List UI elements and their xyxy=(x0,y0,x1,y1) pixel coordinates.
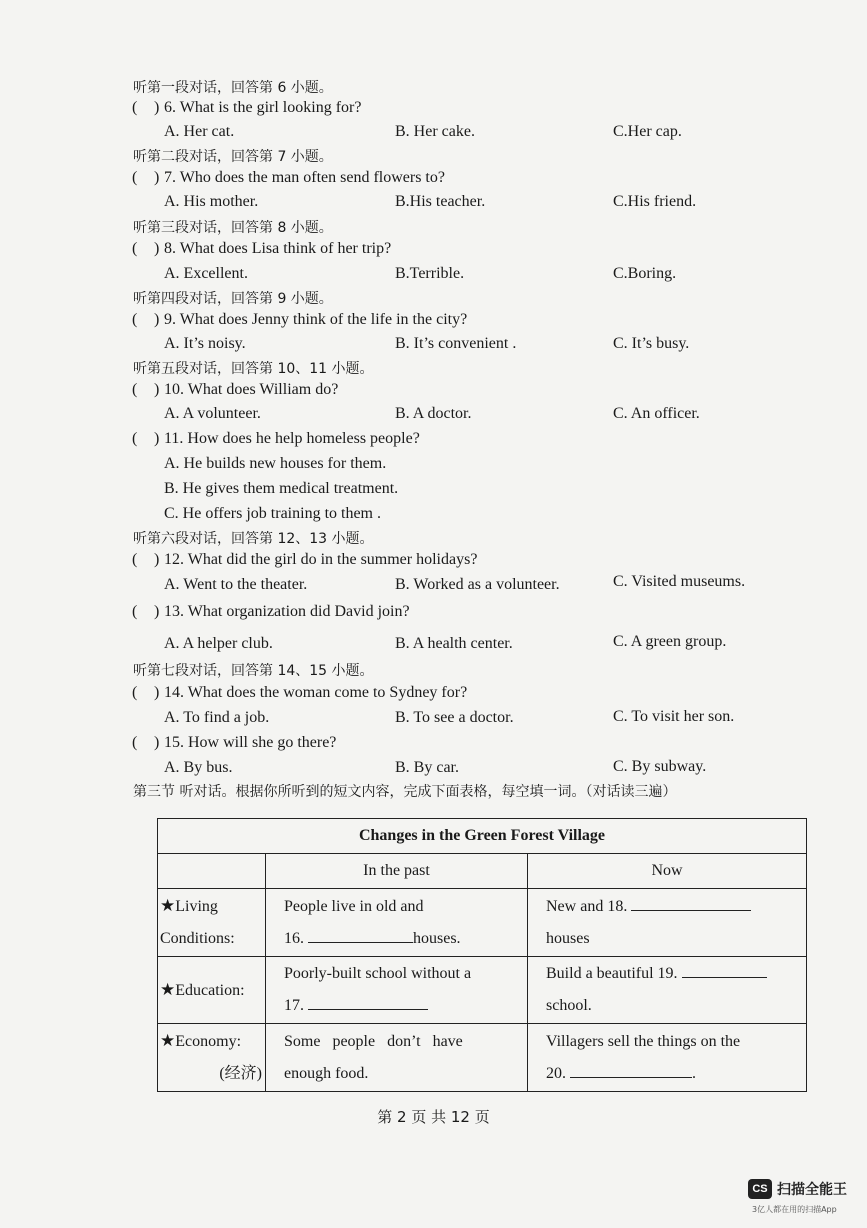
camscanner-logo-icon: CS xyxy=(748,1179,772,1199)
option-a: A. Went to the theater. xyxy=(164,576,308,593)
option-b: B. It’s convenient . xyxy=(395,335,517,352)
blank-20[interactable] xyxy=(570,1063,692,1078)
option-c: C. A green group. xyxy=(613,633,727,650)
row-label-living xyxy=(158,889,266,957)
header-now: Now xyxy=(528,854,807,889)
cell-text-2: houses xyxy=(546,929,590,947)
option-a: A. A helper club. xyxy=(164,635,273,652)
blank-number: 17. xyxy=(284,997,304,1014)
answer-paren-open: ( xyxy=(132,311,138,328)
section-instruction: 听第六段对话，回答第 12、13 小题。 xyxy=(133,531,374,547)
star-icon: ★ xyxy=(160,979,176,999)
option-c: C. To visit her son. xyxy=(613,708,735,725)
question-10 xyxy=(132,381,339,399)
question-text: 6. What is the girl looking for? xyxy=(164,99,362,116)
option-b: B. A health center. xyxy=(395,635,513,652)
row-label-economy xyxy=(158,1024,266,1092)
cell-text: Poorly-built school without a xyxy=(284,965,472,982)
option-b: B. A doctor. xyxy=(395,405,472,422)
question-text: 9. What does Jenny think of the life in the city? xyxy=(164,311,468,328)
answer-paren-open: ( xyxy=(132,169,138,186)
option-a: A. A volunteer. xyxy=(164,405,261,422)
option-c: C.His friend. xyxy=(613,193,697,210)
question-9 xyxy=(132,311,468,329)
question-6 xyxy=(132,99,362,117)
header-past: In the past xyxy=(266,854,528,889)
cell-text-2: school. xyxy=(546,997,592,1014)
header-empty xyxy=(158,854,266,889)
row-label-text: Living xyxy=(175,898,218,915)
changes-table xyxy=(157,818,807,1092)
option-b: B. To see a doctor. xyxy=(395,709,514,726)
question-14 xyxy=(132,684,468,702)
answer-paren-open: ( xyxy=(132,684,138,701)
table-row xyxy=(158,957,807,1024)
section-instruction: 听第二段对话，回答第 7 小题。 xyxy=(133,149,333,165)
option-a: A. His mother. xyxy=(164,193,259,210)
question-text: 8. What does Lisa think of her trip? xyxy=(164,240,392,257)
watermark-name: 扫描全能王 xyxy=(777,1182,847,1198)
option-a: A. To find a job. xyxy=(164,709,270,726)
option-b: B.Terrible. xyxy=(395,265,465,282)
answer-paren-open: ( xyxy=(132,734,138,751)
option-b: B. Her cake. xyxy=(395,123,475,140)
cell-text: People live in old and xyxy=(284,897,424,915)
cell-now xyxy=(528,889,807,957)
blank-16[interactable] xyxy=(308,928,413,943)
cell-past xyxy=(266,889,528,957)
section-instruction: 听第七段对话，回答第 14、15 小题。 xyxy=(133,663,374,679)
option-c: C.Her cap. xyxy=(613,123,682,140)
section-instruction: 听第一段对话，回答第 6 小题。 xyxy=(133,80,333,96)
question-13 xyxy=(132,603,410,621)
answer-paren-close: ) xyxy=(154,311,160,328)
part3-instruction: 第三节 听对话。根据你所听到的短文内容，完成下面表格，每空填一词。（对话读三遍） xyxy=(133,784,677,800)
option-b: B. By car. xyxy=(395,759,459,776)
answer-paren-close: ) xyxy=(154,381,160,398)
section-instruction: 听第五段对话，回答第 10、11 小题。 xyxy=(133,361,374,377)
blank-17[interactable] xyxy=(308,995,428,1010)
row-label-text: Education: xyxy=(175,981,245,999)
blank-number: 20. xyxy=(546,1064,566,1082)
star-icon: ★ xyxy=(160,896,176,915)
answer-paren-close: ) xyxy=(154,99,160,116)
option-c: C. He offers job training to them . xyxy=(164,505,381,522)
answer-paren-close: ) xyxy=(154,734,160,751)
answer-paren-open: ( xyxy=(132,240,138,257)
cell-past xyxy=(266,1024,528,1092)
answer-paren-open: ( xyxy=(132,430,138,447)
cell-text-end: houses. xyxy=(413,929,461,947)
question-8 xyxy=(132,240,392,258)
question-text: 12. What did the girl do in the summer holidays? xyxy=(164,551,478,568)
table-row xyxy=(158,889,807,957)
section-instruction: 听第四段对话，回答第 9 小题。 xyxy=(133,291,333,307)
cell-now xyxy=(528,957,807,1024)
option-c: C. Visited museums. xyxy=(613,573,746,590)
answer-paren-close: ) xyxy=(154,551,160,568)
blank-19[interactable] xyxy=(682,963,767,978)
option-a: A. He builds new houses for them. xyxy=(164,455,387,472)
watermark-tagline: 3亿人都在用的扫描App xyxy=(752,1205,837,1214)
option-c: C. It’s busy. xyxy=(613,335,690,352)
question-text: 7. Who does the man often send flowers to? xyxy=(164,169,445,186)
cell-text-2: enough food. xyxy=(284,1064,369,1082)
option-c: C.Boring. xyxy=(613,265,677,282)
question-text: 13. What organization did David join? xyxy=(164,603,410,620)
table-title: Changes in the Green Forest Village xyxy=(158,819,807,854)
row-label-text: Economy: xyxy=(175,1033,242,1050)
answer-paren-open: ( xyxy=(132,551,138,568)
question-text: 14. What does the woman come to Sydney for? xyxy=(164,684,468,701)
question-text: 10. What does William do? xyxy=(164,381,339,398)
answer-paren-close: ) xyxy=(154,240,160,257)
answer-paren-open: ( xyxy=(132,381,138,398)
cell-text-end: . xyxy=(692,1064,696,1082)
cell-text: New and 18. xyxy=(546,897,628,915)
section-instruction: 听第三段对话，回答第 8 小题。 xyxy=(133,220,333,236)
cell-past xyxy=(266,957,528,1024)
row-label-text-2: (经济) xyxy=(219,1065,262,1082)
question-11 xyxy=(132,430,420,448)
cell-text: Villagers sell the things on the xyxy=(546,1032,741,1050)
question-7 xyxy=(132,169,445,187)
option-b: B. He gives them medical treatment. xyxy=(164,480,399,497)
answer-paren-close: ) xyxy=(154,684,160,701)
question-text: 15. How will she go there? xyxy=(164,734,337,751)
option-a: A. Excellent. xyxy=(164,265,248,282)
cell-text: Some people don’t have xyxy=(284,1032,463,1050)
option-a: A. Her cat. xyxy=(164,123,235,140)
answer-paren-close: ) xyxy=(154,603,160,620)
answer-paren-close: ) xyxy=(154,169,160,186)
cell-now xyxy=(528,1024,807,1092)
option-a: A. By bus. xyxy=(164,759,233,776)
answer-paren-close: ) xyxy=(154,430,160,447)
option-a: A. It’s noisy. xyxy=(164,335,246,352)
row-label-text-2: Conditions: xyxy=(160,930,235,947)
option-b: B.His teacher. xyxy=(395,193,486,210)
option-b: B. Worked as a volunteer. xyxy=(395,576,560,593)
option-c: C. An officer. xyxy=(613,405,700,422)
option-c: C. By subway. xyxy=(613,758,707,775)
row-label-education xyxy=(158,957,266,1024)
table-row xyxy=(158,1024,807,1092)
question-15 xyxy=(132,734,337,752)
blank-number: 16. xyxy=(284,929,304,947)
blank-18[interactable] xyxy=(631,896,751,911)
cell-text: Build a beautiful 19. xyxy=(546,965,678,982)
question-12 xyxy=(132,551,478,569)
answer-paren-open: ( xyxy=(132,603,138,620)
star-icon: ★ xyxy=(160,1031,176,1050)
answer-paren-open: ( xyxy=(132,99,138,116)
page-number: 第 2 页 共 12 页 xyxy=(377,1108,490,1126)
question-text: 11. How does he help homeless people? xyxy=(164,430,420,447)
